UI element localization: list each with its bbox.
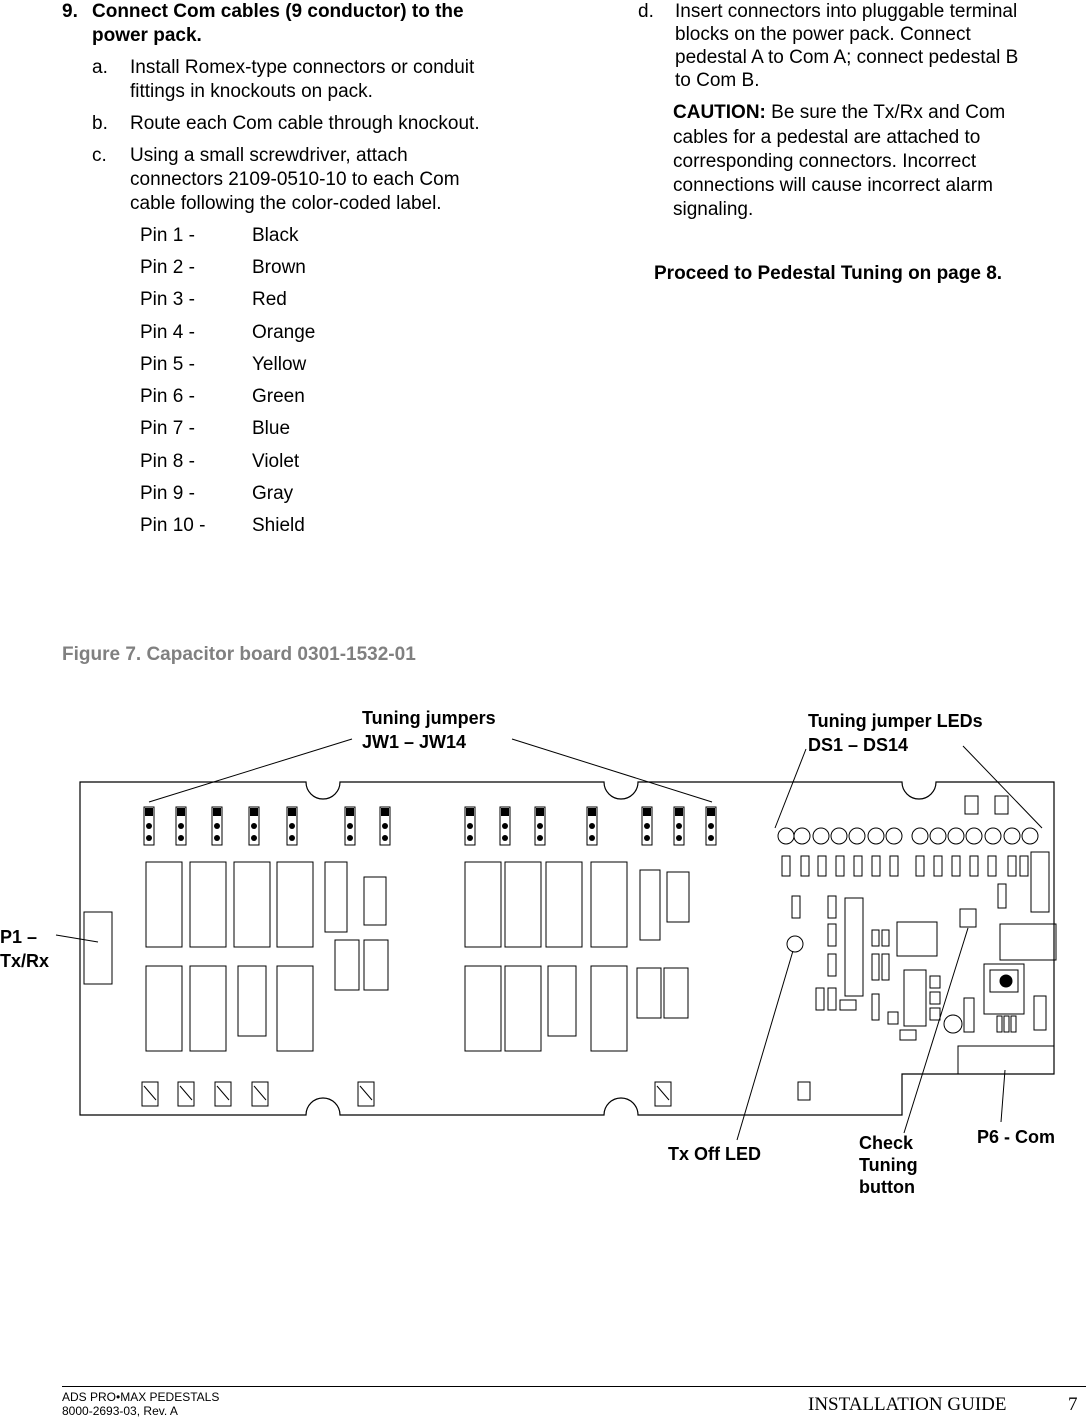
- step-title-line2: power pack.: [92, 25, 202, 46]
- item-a-line1: Install Romex-type connectors or conduit: [130, 57, 475, 78]
- callout-tx-off-led: Tx Off LED: [668, 1144, 761, 1164]
- pin-label: Pin 1 -: [140, 225, 195, 246]
- pin-label: Pin 2 -: [140, 257, 195, 278]
- item-c-letter: c.: [92, 145, 107, 166]
- page-number: 7: [1068, 1394, 1078, 1415]
- callout-p1: P1 –: [0, 927, 38, 947]
- pin-color: Blue: [252, 418, 291, 439]
- item-c-line1: Using a small screwdriver, attach: [130, 145, 408, 166]
- pin-color: Red: [252, 289, 287, 310]
- pin-label: Pin 7 -: [140, 418, 195, 439]
- callout-check-tuning: Check: [859, 1133, 914, 1153]
- callout-check-tuning-2: Tuning: [859, 1155, 918, 1175]
- caution-line3: corresponding connectors. Incorrect: [673, 151, 977, 172]
- pin-color: Green: [252, 386, 305, 407]
- item-b-line1: Route each Com cable through knockout.: [130, 113, 480, 134]
- caution-line5: signaling.: [673, 199, 754, 220]
- caution-line4: connections will cause incorrect alarm: [673, 175, 993, 196]
- item-d-line2: blocks on the power pack. Connect: [675, 24, 971, 45]
- callout-tuning-jumpers-range: JW1 – JW14: [362, 732, 467, 752]
- item-a-line2: fittings in knockouts on pack.: [130, 81, 373, 102]
- item-b-letter: b.: [92, 113, 108, 134]
- caution-text: Be sure the Tx/Rx and Com: [765, 102, 1006, 123]
- item-c-line3: cable following the color-coded label.: [130, 193, 442, 214]
- pin-color: Orange: [252, 322, 316, 343]
- pin-color: Violet: [252, 451, 300, 472]
- pin-label: Pin 10 -: [140, 515, 206, 536]
- callout-p1-txrx: Tx/Rx: [0, 951, 50, 971]
- item-d-letter: d.: [638, 1, 654, 22]
- footer-rule: [62, 1386, 1086, 1387]
- caution-label: CAUTION:: [673, 102, 766, 123]
- callout-p6-com: P6 - Com: [977, 1127, 1056, 1147]
- callout-tuning-leds-range: DS1 – DS14: [808, 735, 909, 755]
- footer-docnum: 8000-2693-03, Rev. A: [62, 1404, 178, 1418]
- pin-label: Pin 6 -: [140, 386, 195, 407]
- item-d-line4: to Com B.: [675, 70, 760, 91]
- pin-label: Pin 9 -: [140, 483, 195, 504]
- pin-color: Yellow: [252, 354, 307, 375]
- footer-guide: INSTALLATION GUIDE: [808, 1394, 1007, 1415]
- pin-label: Pin 3 -: [140, 289, 195, 310]
- item-c-line2: connectors 2109-0510-10 to each Com: [130, 169, 460, 190]
- pin-label: Pin 8 -: [140, 451, 195, 472]
- pin-color: Gray: [252, 483, 294, 504]
- callout-check-tuning-3: button: [859, 1177, 915, 1197]
- item-a-letter: a.: [92, 57, 108, 78]
- callout-tuning-jumpers: Tuning jumpers: [362, 708, 496, 728]
- pin-color: Shield: [252, 515, 305, 536]
- pin-color: Black: [252, 225, 299, 246]
- caution-line2: cables for a pedestal are attached to: [673, 127, 981, 148]
- pin-color: Brown: [252, 257, 306, 278]
- pin-label: Pin 4 -: [140, 322, 195, 343]
- item-d-line1: Insert connectors into pluggable terminal: [675, 1, 1018, 22]
- figure-caption: Figure 7. Capacitor board 0301-1532-01: [62, 644, 416, 665]
- footer-product: ADS PRO•MAX PEDESTALS: [62, 1390, 220, 1404]
- step-number: 9.: [62, 1, 78, 22]
- step-title-line1: Connect Com cables (9 conductor) to the: [92, 1, 464, 22]
- item-d-line3: pedestal A to Com A; connect pedestal B: [675, 47, 1019, 68]
- callout-tuning-leds: Tuning jumper LEDs: [808, 711, 983, 731]
- proceed-link[interactable]: Proceed to Pedestal Tuning on page 8.: [654, 263, 1003, 284]
- pin-label: Pin 5 -: [140, 354, 195, 375]
